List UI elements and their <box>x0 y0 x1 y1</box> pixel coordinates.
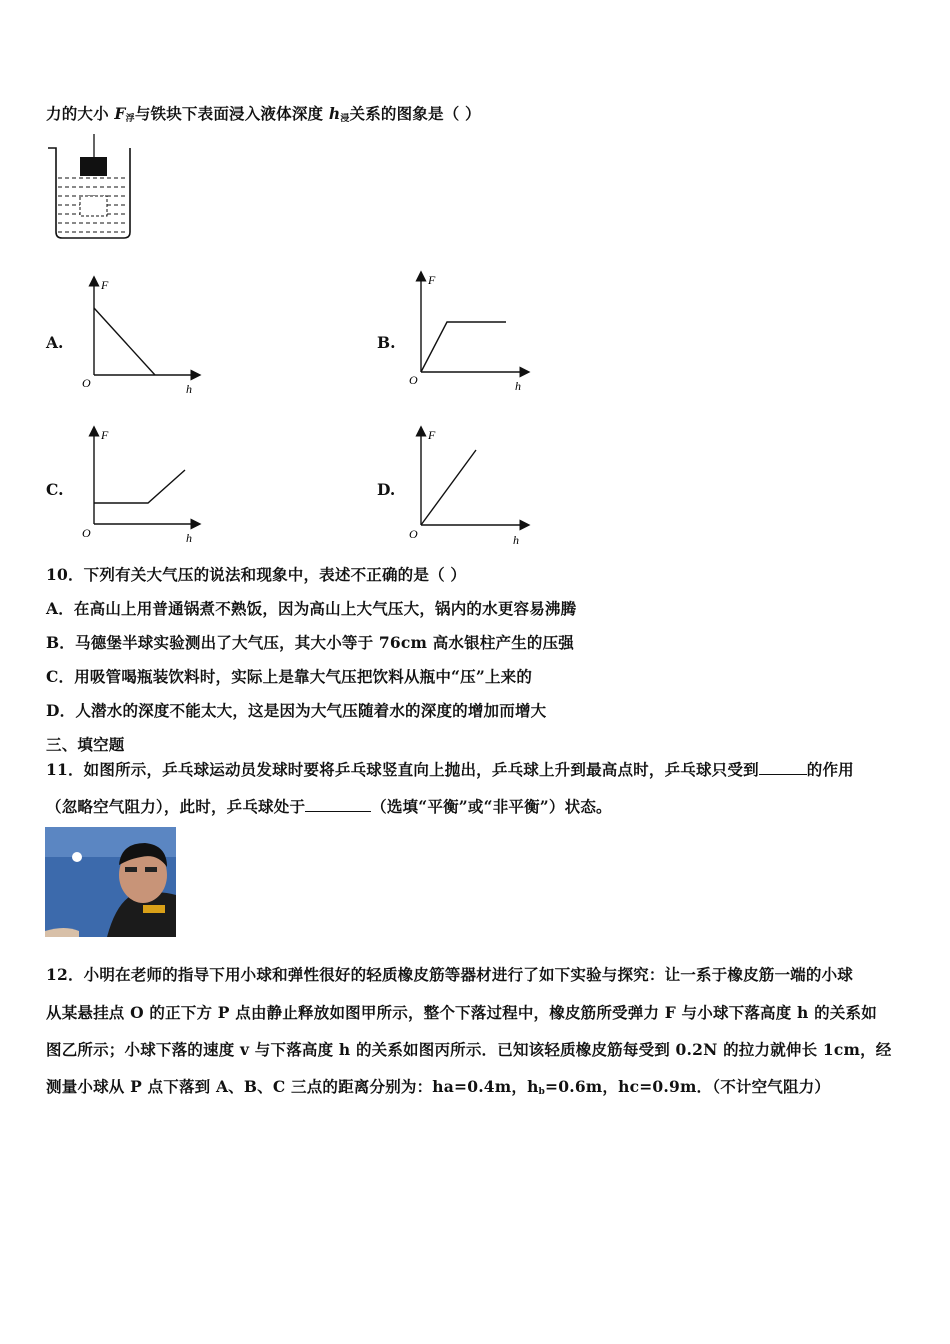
q11-line-1-tail: 的作用 <box>806 760 854 779</box>
q11-blank-2[interactable] <box>305 797 371 812</box>
graph-c-curve <box>94 470 185 503</box>
q9-stem <box>46 102 481 124</box>
graph-b-y-label: F <box>428 273 436 287</box>
q11-line-2 <box>46 795 612 817</box>
q12-line-4-sub: b <box>538 1087 546 1097</box>
q9-stem-part-a: 力的大小 <box>46 104 115 123</box>
q10-option-a: A．在高山上用普通锅煮不熟饭，因为高山上大气压大，锅内的水更容易沸腾 <box>46 599 577 618</box>
beaker-figure <box>44 134 136 242</box>
graph-b-origin: O <box>409 373 418 387</box>
graph-d-x-label: h <box>513 533 519 547</box>
q10-option-b: B．马德堡半球实验测出了大气压，其大小等于 76cm 高水银柱产生的压强 <box>46 633 575 652</box>
graph-c-x-label: h <box>186 531 192 545</box>
q10-option-d: D．人潜水的深度不能太大，这是因为大气压随着水的深度的增加而增大 <box>46 701 547 720</box>
q12-line-4 <box>46 1075 830 1097</box>
q9-option-c-label: C. <box>46 480 64 499</box>
q11-line-1 <box>46 758 854 780</box>
ping-pong-ball <box>72 852 82 862</box>
q9-stem-part-c: 关系的图象是（ ） <box>349 104 481 123</box>
graph-c <box>78 425 208 550</box>
q12-line-4-text: 测量小球从 P 点下落到 A、B、C 三点的距离分别为：ha=0.4m，h <box>46 1077 539 1096</box>
table-tennis-photo <box>45 827 176 937</box>
graph-a-curve <box>94 308 155 375</box>
graph-a <box>78 275 208 400</box>
q12-line-1: 12．小明在老师的指导下用小球和弹性很好的轻质橡皮筋等器材进行了如下实验与探究：让一系于橡皮筋一端的小球 <box>46 965 853 984</box>
graph-d-y-label: F <box>428 428 436 442</box>
graph-d-origin: O <box>409 527 418 541</box>
q9-stem-sub-fu: 浮 <box>125 114 135 124</box>
q9-option-b-label: B. <box>377 333 396 352</box>
q9-stem-part-b: 与铁块下表面浸入液体深度 <box>134 104 329 123</box>
q12-line-2: 从某悬挂点 O 的正下方 P 点由静止释放如图甲所示，整个下落过程中，橡皮筋所受弹力 F 与小球下落高度 h 的关系如 <box>46 1003 877 1022</box>
q9-stem-h: h <box>328 104 341 123</box>
q12-line-3: 图乙所示；小球下落的速度 v 与下落高度 h 的关系如图丙所示．已知该轻质橡皮筋每受到 0.2N 的拉力就伸长 1cm，经 <box>46 1040 892 1059</box>
graph-b-x-label: h <box>515 379 521 393</box>
graph-a-y-label: F <box>101 278 109 292</box>
q10-option-c: C．用吸管喝瓶装饮料时，实际上是靠大气压把饮料从瓶中“压”上来的 <box>46 667 533 686</box>
q9-stem-sub-jin: 浸 <box>340 114 350 124</box>
iron-block <box>80 157 107 176</box>
q11-line-2-tail: （选填“平衡”或“非平衡”）状态。 <box>371 797 612 816</box>
graph-c-origin: O <box>82 526 91 540</box>
q10-stem: 10．下列有关大气压的说法和现象中，表述不正确的是（ ） <box>46 565 467 584</box>
q11-blank-1[interactable] <box>759 760 807 775</box>
iron-block-submerged <box>80 196 107 216</box>
q9-option-a-label: A. <box>46 333 64 352</box>
q9-option-d-label: D. <box>377 480 396 499</box>
graph-b-curve <box>421 322 506 372</box>
q11-line-1-text: 11．如图所示，乒乓球运动员发球时要将乒乓球竖直向上抛出，乒乓球上升到最高点时，乒乓球只受到 <box>46 760 759 779</box>
graph-a-origin: O <box>82 376 91 390</box>
graph-d-curve <box>421 450 476 525</box>
q9-stem-F: F <box>114 104 126 123</box>
section-heading: 三、填空题 <box>46 735 125 754</box>
table-tennis-photo-art <box>45 827 176 937</box>
graph-b <box>405 270 535 395</box>
graph-a-x-label: h <box>186 382 192 396</box>
graph-d <box>405 425 535 550</box>
q11-line-2-text: （忽略空气阻力），此时，乒乓球处于 <box>46 797 306 816</box>
graph-c-y-label: F <box>101 428 109 442</box>
q12-line-4-tail: =0.6m，hc=0.9m．（不计空气阻力） <box>545 1077 831 1096</box>
